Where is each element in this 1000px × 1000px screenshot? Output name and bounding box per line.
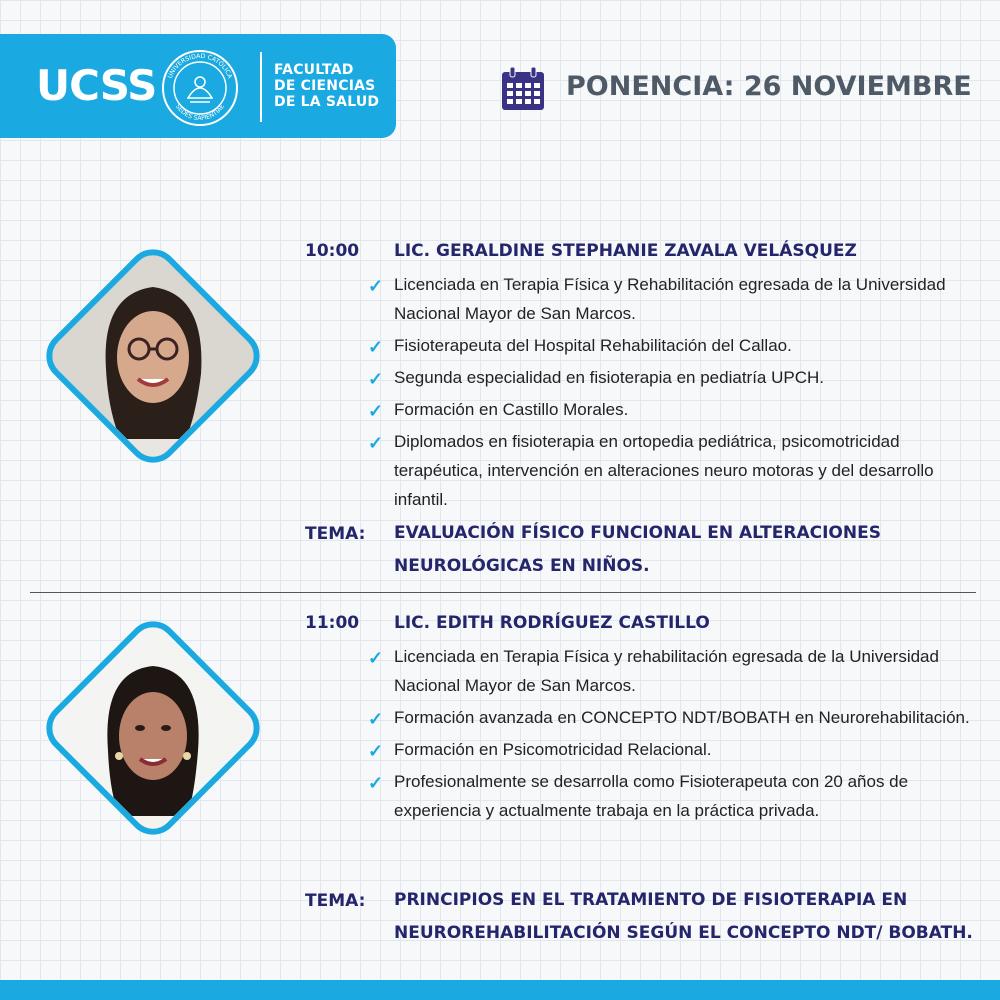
portrait-icon (36, 611, 270, 845)
speaker-name: LIC. EDITH RODRÍGUEZ CASTILLO (394, 613, 710, 633)
university-seal-icon (160, 48, 240, 128)
speaker-name: LIC. GERALDINE STEPHANIE ZAVALA VELÁSQUEZ (394, 241, 857, 261)
check-icon: ✓ (368, 741, 384, 761)
header-banner (0, 34, 396, 138)
brand-logo: UCSS (36, 61, 157, 110)
check-icon: ✓ (368, 337, 384, 357)
section-divider (30, 592, 976, 593)
check-icon: ✓ (368, 369, 384, 389)
speaker-credentials (368, 642, 978, 828)
list-item (368, 767, 978, 825)
list-item (368, 331, 978, 360)
footer-bar (0, 980, 1000, 1000)
tema-label: TEMA: (305, 891, 366, 911)
speaker-credentials (368, 270, 978, 517)
session-time: 11:00 (305, 613, 360, 633)
faculty-name (274, 62, 379, 110)
credential-text: Profesionalmente se desarrolla como Fisioterapeuta con 20 años de experiencia y actualmente trabaja en la práctica privada. (394, 772, 909, 820)
list-item (368, 735, 978, 764)
seal-text-bottom: SEDES SAPIENTIAE (174, 103, 226, 123)
credential-text: Licenciada en Terapia Física y Rehabilitación egresada de la Universidad Nacional Mayor de San Marcos. (394, 275, 946, 323)
credential-text: Segunda especialidad en fisioterapia en pediatría UPCH. (394, 368, 824, 387)
credential-text: Formación en Psicomotricidad Relacional. (394, 740, 712, 759)
list-item (368, 270, 978, 328)
check-icon: ✓ (368, 276, 384, 296)
check-icon: ✓ (368, 433, 384, 453)
faculty-line: FACULTAD (274, 62, 354, 78)
tema-title: EVALUACIÓN FÍSICO FUNCIONAL EN ALTERACIONES NEUROLÓGICAS EN NIÑOS. (394, 523, 881, 576)
list-item (368, 395, 978, 424)
check-icon: ✓ (368, 773, 384, 793)
list-item (368, 703, 978, 732)
faculty-line: DE CIENCIAS (274, 78, 376, 94)
credential-text: Fisioterapeuta del Hospital Rehabilitación del Callao. (394, 336, 792, 355)
event-date-title: PONENCIA: 26 NOVIEMBRE (566, 71, 972, 102)
credential-text: Formación avanzada en CONCEPTO NDT/BOBATH en Neurorehabilitación. (394, 708, 970, 727)
tema-title: PRINCIPIOS EN EL TRATAMIENTO DE FISIOTERAPIA EN NEUROREHABILITACIÓN SEGÚN EL CONCEPTO NDT/ BOBATH. (394, 890, 973, 943)
speaker-photo (36, 239, 271, 474)
check-icon: ✓ (368, 401, 384, 421)
session-time: 10:00 (305, 241, 360, 261)
list-item (368, 427, 978, 514)
check-icon: ✓ (368, 709, 384, 729)
tema-label: TEMA: (305, 524, 366, 544)
portrait-icon (36, 239, 270, 473)
faculty-line: DE LA SALUD (274, 94, 380, 110)
list-item (368, 642, 978, 700)
credential-text: Diplomados en fisioterapia en ortopedia pediátrica, psicomotricidad terapéutica, intervención en alteraciones neuro motoras y del desarrollo infantil. (394, 432, 934, 509)
seal-text-top: UNIVERSIDAD CATÓLICA (166, 52, 234, 80)
check-icon: ✓ (368, 648, 384, 668)
calendar-icon (500, 66, 546, 112)
header-divider (260, 52, 262, 122)
credential-text: Licenciada en Terapia Física y rehabilitación egresada de la Universidad Nacional Mayor de San Marcos. (394, 647, 939, 695)
list-item (368, 363, 978, 392)
speaker-photo (36, 611, 271, 846)
credential-text: Formación en Castillo Morales. (394, 400, 629, 419)
